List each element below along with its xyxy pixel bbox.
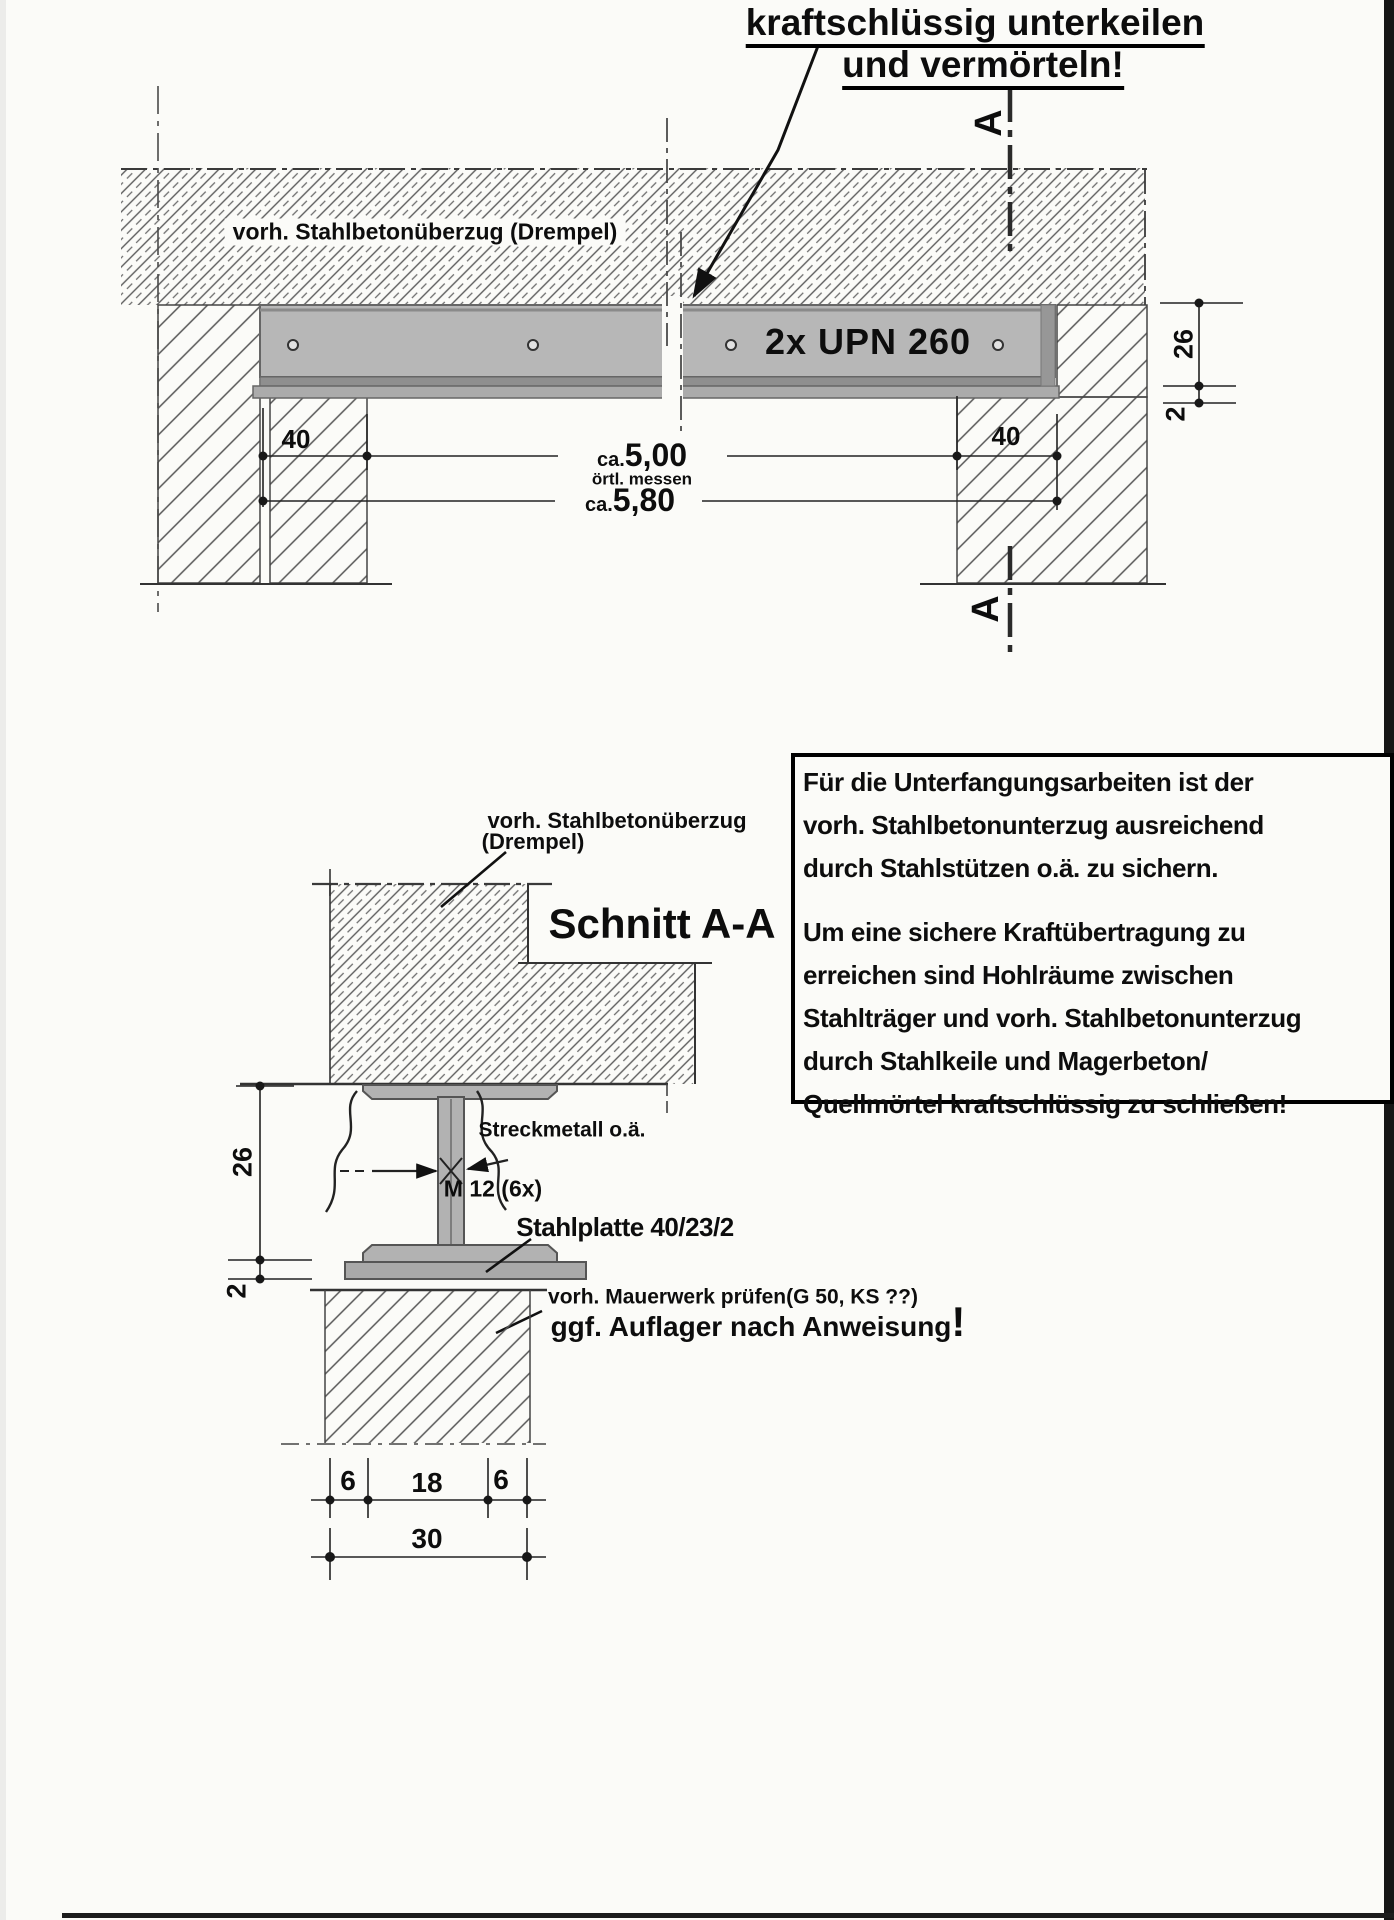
bolt-hole (726, 340, 736, 350)
plan-beam-endcap (1041, 305, 1055, 386)
dim-span-note: örtl. messen (591, 469, 693, 489)
scan-edge-left (0, 0, 6, 1920)
title-line1: kraftschlüssig unterkeilen (746, 4, 1205, 48)
plan-beam-flange (260, 377, 1055, 386)
note-line: durch Stahlkeile und Magerbeton/ (803, 1046, 1208, 1076)
title-line2: und vermörteln! (842, 46, 1124, 90)
bearing-note (550, 1298, 966, 1345)
dim-width-left: 6 (340, 1465, 356, 1496)
dim-total-prefix: ca. (584, 494, 613, 516)
plan-right-pocket (1057, 305, 1147, 397)
plan-right-support (957, 397, 1147, 583)
masonry-label-text: vorh. Mauerwerk prüfen (548, 1285, 787, 1309)
section-dim-plate: 2 (221, 1283, 252, 1299)
plate-label: Stahlplatte 40/23/2 (516, 1212, 734, 1242)
bolt-hole (528, 340, 538, 350)
bearing-note-exclamation: ! (951, 1298, 966, 1345)
plan-concrete-label: vorh. Stahlbetonüberzug (Drempel) (225, 219, 626, 246)
dim-span (597, 439, 687, 471)
dim-width-total: 30 (411, 1523, 443, 1554)
section-marker-bottom: A (965, 595, 1007, 623)
dim-plate-thickness: 2 (1160, 406, 1191, 422)
dim-width-mid: 18 (411, 1467, 443, 1498)
mesh-label: Streckmetall o.ä. (478, 1118, 646, 1142)
section-dim-left (228, 1086, 312, 1279)
dim-bearing-left: 40 (281, 424, 311, 454)
section-dim-beam-height: 26 (227, 1146, 258, 1178)
scan-edge-bottom (62, 1913, 1394, 1918)
note-line: vorh. Stahlbetonunterzug ausreichend (803, 810, 1264, 840)
note-box (791, 753, 1394, 1119)
note-line: Für die Unterfangungsarbeiten ist der (803, 767, 1254, 797)
section-marker-top: A (968, 109, 1010, 137)
section-concrete-label-line2: (Drempel) (481, 829, 585, 854)
note-line: durch Stahlstützen o.ä. zu sichern. (803, 853, 1219, 883)
dim-span-value: 5,00 (624, 437, 688, 473)
bolt-hole (288, 340, 298, 350)
plan-beam-label: 2x UPN 260 (764, 321, 972, 362)
dim-beam-height: 26 (1168, 328, 1199, 360)
note-line: erreichen sind Hohlräume zwischen (803, 960, 1234, 990)
dim-total (585, 484, 675, 516)
note-line: Stahlträger und vorh. Stahlbetonunterzug (803, 1003, 1302, 1033)
bolt-hole (993, 340, 1003, 350)
masonry-label-detail: (G 50, KS ??) (786, 1285, 918, 1309)
section-steel-plate (345, 1262, 586, 1279)
bolt-label: M 12 (6x) (443, 1175, 543, 1202)
plan-left-wall (158, 305, 260, 583)
plan-view (121, 46, 1243, 658)
section-concrete-label-line1: vorh. Stahlbetonüberzug (487, 808, 747, 833)
dim-bearing-right: 40 (991, 421, 1021, 451)
note-line: Quellmörtel kraftschlüssig zu schließen! (803, 1089, 1287, 1119)
dim-total-value: 5,80 (612, 482, 676, 518)
plan-steel-plate (253, 386, 1059, 398)
plan-centre-break (662, 296, 683, 404)
mortar-squiggle-left (326, 1091, 357, 1212)
note-line: Um eine sichere Kraftübertragung zu (803, 917, 1246, 947)
section-heading: Schnitt A-A (548, 900, 776, 947)
section-masonry (325, 1290, 530, 1443)
dim-width-right: 6 (493, 1464, 509, 1495)
dim-span-prefix: ca. (596, 449, 625, 471)
section-bottom-flange (363, 1245, 557, 1262)
bearing-note-text: ggf. Auflager nach Anweisung (550, 1311, 952, 1342)
